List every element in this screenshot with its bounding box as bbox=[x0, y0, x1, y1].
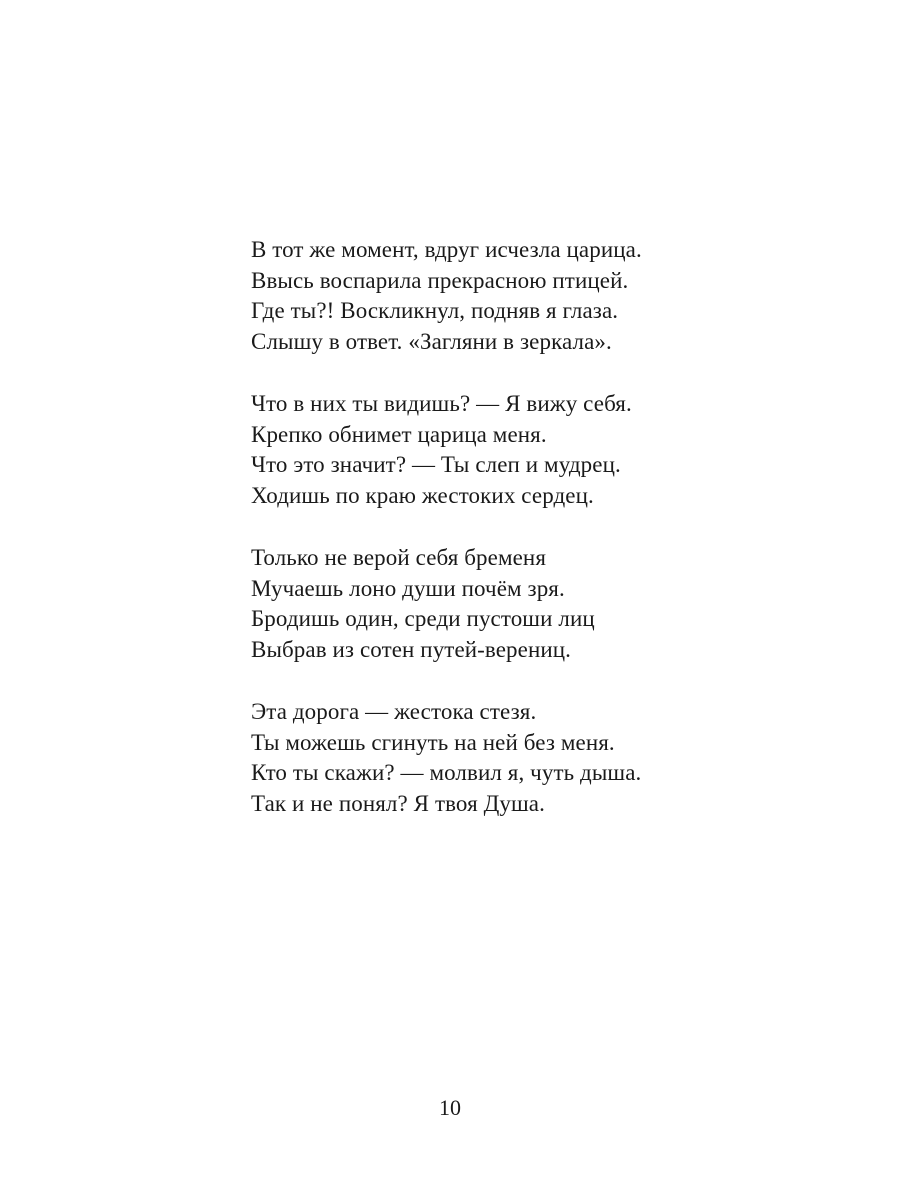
poem-line: Ты можешь сгинуть на ней без меня. bbox=[251, 729, 615, 755]
poem-line: Бродишь один, среди пустоши лиц bbox=[251, 606, 595, 631]
poem-line: Эта дорога — жестока стезя. bbox=[251, 699, 537, 724]
poem-line: Ввысь воспарила прекрасною птицей. bbox=[251, 267, 629, 293]
poem-line: Ходишь по краю жестоких сердец. bbox=[251, 482, 594, 508]
page-number: 10 bbox=[439, 1095, 461, 1120]
poem-line: Слышу в ответ. «Загляни в зеркала». bbox=[251, 328, 612, 354]
poem-line: Выбрав из сотен путей-верениц. bbox=[251, 636, 572, 662]
stanza-2 bbox=[251, 389, 811, 511]
poem-line: Так и не понял? Я твоя Душа. bbox=[251, 790, 545, 816]
poem-line: Только не верой себя бременя bbox=[251, 545, 547, 570]
stanza-4 bbox=[251, 697, 811, 819]
poem-line: Кто ты скажи? — молвил я, чуть дыша. bbox=[251, 760, 642, 785]
stanza-3 bbox=[251, 543, 811, 665]
poem-line: Крепко обнимет царица меня. bbox=[251, 421, 547, 447]
poem bbox=[251, 235, 811, 851]
poem-line: Мучаешь лоно души почём зря. bbox=[251, 575, 565, 601]
poem-line: Что это значит? — Ты слеп и мудрец. bbox=[251, 452, 621, 477]
poem-line: В тот же момент, вдруг исчезла царица. bbox=[251, 237, 642, 262]
poem-line: Что в них ты видишь? — Я вижу себя. bbox=[251, 391, 632, 416]
stanza-1 bbox=[251, 235, 811, 357]
poem-line: Где ты?! Воскликнул, подняв я глаза. bbox=[251, 298, 619, 323]
